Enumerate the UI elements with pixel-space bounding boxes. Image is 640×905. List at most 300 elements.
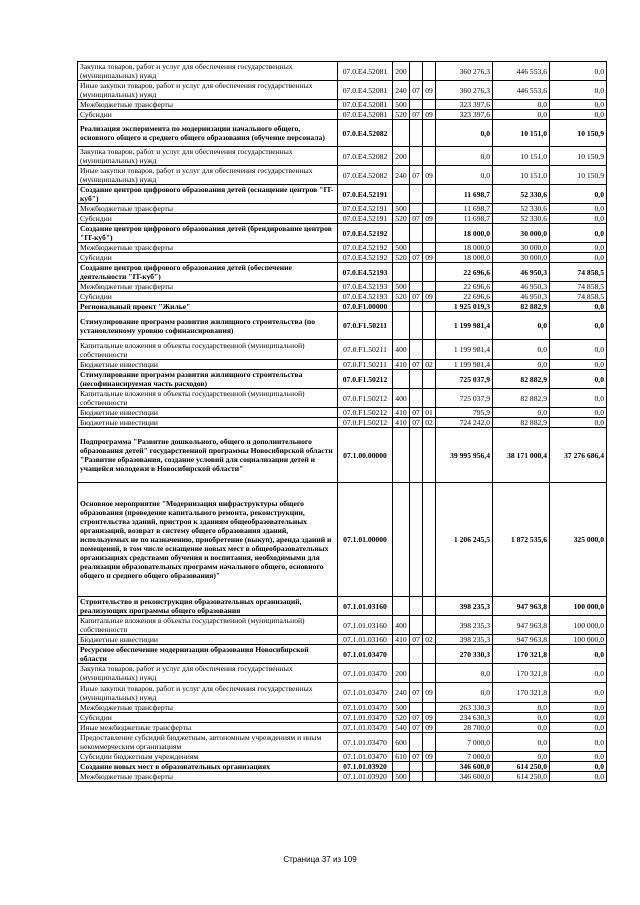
table-row [78,683,607,703]
table-row [78,616,607,635]
amount-year-2: 52 330,6 [493,214,550,224]
amount-year-2: 46 950,3 [493,282,550,292]
section-code [410,302,423,312]
subsection-code [423,147,436,166]
section-code [410,597,423,616]
table-row [78,340,607,360]
amount-year-1: 0,0 [436,120,493,147]
expense-type-code: 200 [393,664,410,683]
expense-name: Создание центров цифрового образования детей (оснащение центров "IT-куб") [78,185,338,204]
expense-type-code [393,185,410,204]
subsection-code: 09 [423,214,436,224]
expense-type-code: 200 [393,147,410,166]
section-code: 07 [410,253,423,263]
amount-year-3: 0,0 [550,683,607,703]
table-row [78,100,607,110]
target-article-code: 07.1.01.03160 [338,616,393,635]
expense-name: Бюджетные инвестиции [78,418,338,428]
expense-type-code: 600 [393,733,410,752]
target-article-code: 07.0.F1.50212 [338,370,393,389]
section-code [410,645,423,664]
amount-year-1: 234 630,3 [436,713,493,723]
subsection-code: 09 [423,81,436,100]
amount-year-1: 18 000,0 [436,253,493,263]
expense-type-code: 410 [393,635,410,645]
target-article-code: 07.0.E4.52193 [338,263,393,282]
subsection-code [423,302,436,312]
section-code [410,62,423,81]
expense-name: Субсидии [78,292,338,302]
subsection-code [423,664,436,683]
section-code: 07 [410,713,423,723]
table-row [78,81,607,100]
amount-year-1: 28 700,0 [436,723,493,733]
section-code: 07 [410,110,423,120]
expense-name: Подпрограмма "Развитие дошкольного, общего и дополнительного образования детей" государственной программы Новосибирской области "Развитие образования, создание условий для социализации детей и учащейся молодежи в Новосибирской области" [78,428,338,483]
amount-year-3: 0,0 [550,340,607,360]
table-row [78,204,607,214]
table-row [78,713,607,723]
amount-year-1: 346 600,0 [436,772,493,782]
expense-name: Бюджетные инвестиции [78,408,338,418]
expense-name: Предоставление субсидий бюджетным, автономным учреждениям и иным некоммерческим организациям [78,733,338,752]
amount-year-3: 10 150,9 [550,120,607,147]
target-article-code: 07.1.01.03470 [338,723,393,733]
amount-year-1: 18 000,0 [436,243,493,253]
expense-name: Создание центров цифрового образования детей (брендирование центров "IT-куб") [78,224,338,243]
section-code [410,312,423,340]
amount-year-1: 7 000,0 [436,733,493,752]
expense-name: Иные закупки товаров, работ и услуг для обеспечения государственных (муниципальных) нужд [78,166,338,185]
expense-type-code [393,483,410,597]
amount-year-3: 0,0 [550,185,607,204]
target-article-code: 07.0.F1.50212 [338,418,393,428]
subsection-code [423,100,436,110]
subsection-code [423,762,436,772]
expense-name: Создание новых мест в образовательных организациях [78,762,338,772]
expense-type-code: 520 [393,713,410,723]
target-article-code: 07.0.E4.52082 [338,147,393,166]
amount-year-3: 0,0 [550,418,607,428]
amount-year-1: 323 397,6 [436,100,493,110]
amount-year-1: 398 235,3 [436,616,493,635]
subsection-code [423,204,436,214]
amount-year-2: 30 000,0 [493,224,550,243]
amount-year-3: 10 150,9 [550,147,607,166]
amount-year-3: 0,0 [550,243,607,253]
target-article-code: 07.0.E4.52082 [338,120,393,147]
expense-type-code: 500 [393,243,410,253]
amount-year-2: 446 553,6 [493,81,550,100]
table-row [78,243,607,253]
table-row [78,664,607,683]
target-article-code: 07.1.01.03920 [338,772,393,782]
amount-year-2: 0,0 [493,100,550,110]
section-code [410,282,423,292]
table-row [78,733,607,752]
target-article-code: 07.0.E4.52081 [338,110,393,120]
section-code: 07 [410,752,423,762]
section-code [410,616,423,635]
subsection-code: 01 [423,408,436,418]
subsection-code [423,62,436,81]
subsection-code [423,428,436,483]
subsection-code: 09 [423,253,436,263]
expense-name: Бюджетные инвестиции [78,635,338,645]
expense-type-code: 610 [393,752,410,762]
table-row [78,263,607,282]
subsection-code [423,616,436,635]
amount-year-1: 263 330,3 [436,703,493,713]
expense-type-code: 540 [393,723,410,733]
subsection-code [423,243,436,253]
target-article-code: 07.1.01.03470 [338,713,393,723]
section-code [410,243,423,253]
amount-year-1: 1 199 981,4 [436,360,493,370]
subsection-code: 02 [423,418,436,428]
section-code: 07 [410,360,423,370]
amount-year-1: 0,0 [436,147,493,166]
amount-year-3: 0,0 [550,214,607,224]
amount-year-2: 46 950,3 [493,292,550,302]
expense-name: Капитальные вложения в объекты государственной (муниципальной) собственности [78,389,338,408]
amount-year-3: 37 276 686,4 [550,428,607,483]
amount-year-2: 614 250,0 [493,762,550,772]
amount-year-2: 614 250,0 [493,772,550,782]
expense-name: Стимулирование программ развития жилищного строительства (по установленному уровню софинансирования) [78,312,338,340]
amount-year-1: 323 397,6 [436,110,493,120]
expense-type-code [393,224,410,243]
expense-name: Региональный проект "Жилье" [78,302,338,312]
amount-year-1: 39 995 956,4 [436,428,493,483]
subsection-code [423,389,436,408]
target-article-code: 07.0.E4.52082 [338,166,393,185]
amount-year-1: 11 698,7 [436,204,493,214]
page-footer: Страница 37 из 109 [283,855,357,864]
subsection-code: 09 [423,752,436,762]
amount-year-1: 1 199 981,4 [436,340,493,360]
subsection-code [423,224,436,243]
amount-year-1: 1 199 981,4 [436,312,493,340]
target-article-code: 07.1.01.03470 [338,733,393,752]
section-code [410,120,423,147]
expense-name: Создание центров цифрового образования детей (обеспечение деятельности "IT-куб") [78,263,338,282]
target-article-code: 07.0.E4.52081 [338,81,393,100]
expense-type-code: 520 [393,214,410,224]
table-row [78,597,607,616]
target-article-code: 07.0.E4.52191 [338,185,393,204]
amount-year-1: 18 000,0 [436,224,493,243]
section-code: 07 [410,292,423,302]
subsection-code: 09 [423,713,436,723]
amount-year-1: 0,0 [436,166,493,185]
target-article-code: 07.0.E4.52081 [338,100,393,110]
target-article-code: 07.0.F1.50212 [338,389,393,408]
amount-year-2: 1 872 535,6 [493,483,550,597]
amount-year-1: 725 037,9 [436,370,493,389]
section-code [410,483,423,597]
amount-year-3: 0,0 [550,389,607,408]
target-article-code: 07.0.E4.52081 [338,62,393,81]
amount-year-2: 0,0 [493,312,550,340]
subsection-code [423,120,436,147]
table-row [78,703,607,713]
amount-year-3: 10 150,9 [550,166,607,185]
expense-type-code: 410 [393,360,410,370]
expense-type-code: 500 [393,100,410,110]
expense-type-code [393,302,410,312]
table-row [78,282,607,292]
amount-year-1: 398 235,3 [436,597,493,616]
expense-type-code: 410 [393,418,410,428]
expense-type-code: 500 [393,204,410,214]
amount-year-3: 325 000,0 [550,483,607,597]
table-row [78,62,607,81]
amount-year-1: 0,0 [436,683,493,703]
table-row [78,389,607,408]
amount-year-2: 947 963,8 [493,635,550,645]
target-article-code: 07.0.F1.50211 [338,360,393,370]
amount-year-2: 82 882,9 [493,370,550,389]
expense-type-code: 240 [393,166,410,185]
amount-year-2: 947 963,8 [493,597,550,616]
table-row [78,483,607,597]
amount-year-2: 30 000,0 [493,253,550,263]
amount-year-1: 346 600,0 [436,762,493,772]
expense-name: Закупка товаров, работ и услуг для обеспечения государственных (муниципальных) нужд [78,147,338,166]
subsection-code: 02 [423,635,436,645]
amount-year-3: 0,0 [550,302,607,312]
subsection-code [423,312,436,340]
expense-name: Межбюджетные трансферты [78,703,338,713]
amount-year-2: 0,0 [493,723,550,733]
target-article-code: 07.0.F1.50212 [338,408,393,418]
subsection-code [423,185,436,204]
expense-name: Основное мероприятие "Модернизация инфраструктуры общего образования (проведение капитального ремонта, реконструкции, строительства зданий, пристроя к зданиям общеобразовательных организаций, возврат в систему общего образования зданий, используемых не по назначению, приобретение (выкуп), аренда зданий и помещений, в том числе оснащение новых мест в общеобразовательных организациях средствами обучения и воспитания, необходимыми для реализации образовательных программ начального общего, основного общего и среднего общего образования)" [78,483,338,597]
amount-year-1: 270 330,3 [436,645,493,664]
amount-year-2: 46 950,3 [493,263,550,282]
amount-year-3: 74 858,5 [550,292,607,302]
target-article-code: 07.0.E4.52191 [338,204,393,214]
table-row [78,110,607,120]
table-row [78,253,607,263]
expense-type-code: 410 [393,408,410,418]
table-row [78,635,607,645]
expense-type-code [393,370,410,389]
target-article-code: 07.0.E4.52193 [338,282,393,292]
amount-year-2: 947 963,8 [493,616,550,635]
amount-year-1: 22 696,6 [436,282,493,292]
table-row [78,723,607,733]
target-article-code: 07.0.F1.50211 [338,312,393,340]
section-code: 07 [410,683,423,703]
section-code: 07 [410,418,423,428]
amount-year-3: 0,0 [550,713,607,723]
table-row [78,147,607,166]
amount-year-3: 0,0 [550,370,607,389]
section-code [410,389,423,408]
amount-year-3: 0,0 [550,253,607,263]
amount-year-3: 0,0 [550,110,607,120]
expense-type-code [393,312,410,340]
section-code [410,185,423,204]
section-code: 07 [410,723,423,733]
subsection-code: 09 [423,683,436,703]
amount-year-2: 0,0 [493,110,550,120]
amount-year-2: 30 000,0 [493,243,550,253]
amount-year-1: 22 696,6 [436,263,493,282]
target-article-code: 07.1.01.00000 [338,483,393,597]
target-article-code: 07.1.01.03470 [338,703,393,713]
expense-type-code [393,645,410,664]
amount-year-3: 0,0 [550,204,607,214]
expense-type-code [393,428,410,483]
subsection-code [423,282,436,292]
expense-name: Иные закупки товаров, работ и услуг для обеспечения государственных (муниципальных) нужд [78,81,338,100]
amount-year-2: 10 151,0 [493,166,550,185]
subsection-code [423,340,436,360]
amount-year-3: 0,0 [550,664,607,683]
amount-year-1: 795,9 [436,408,493,418]
amount-year-3: 0,0 [550,645,607,664]
amount-year-3: 0,0 [550,360,607,370]
table-row [78,312,607,340]
expense-name: Межбюджетные трансферты [78,282,338,292]
target-article-code: 07.0.E4.52192 [338,243,393,253]
amount-year-1: 360 276,3 [436,62,493,81]
expense-name: Субсидии [78,110,338,120]
section-code [410,263,423,282]
amount-year-2: 10 151,0 [493,147,550,166]
target-article-code: 07.1.01.03470 [338,683,393,703]
amount-year-2: 52 330,6 [493,204,550,214]
amount-year-3: 0,0 [550,703,607,713]
amount-year-3: 100 000,0 [550,616,607,635]
expense-name: Субсидии [78,214,338,224]
target-article-code: 07.1.01.03160 [338,597,393,616]
amount-year-1: 725 037,9 [436,389,493,408]
amount-year-1: 7 000,0 [436,752,493,762]
section-code [410,428,423,483]
amount-year-3: 0,0 [550,81,607,100]
expense-name: Субсидии [78,253,338,263]
section-code [410,147,423,166]
expense-type-code: 400 [393,340,410,360]
expense-type-code: 520 [393,253,410,263]
table-row [78,214,607,224]
amount-year-2: 0,0 [493,408,550,418]
expense-name: Бюджетные инвестиции [78,360,338,370]
expense-type-code [393,762,410,772]
amount-year-2: 170 321,8 [493,683,550,703]
section-code [410,664,423,683]
table-row [78,408,607,418]
amount-year-1: 1 925 019,3 [436,302,493,312]
section-code: 07 [410,81,423,100]
amount-year-2: 0,0 [493,752,550,762]
subsection-code: 09 [423,166,436,185]
amount-year-3: 100 000,0 [550,597,607,616]
section-code [410,224,423,243]
expense-name: Реализация эксперимента по модернизации начального общего, основного общего и среднего общего образования (обучение персонала) [78,120,338,147]
section-code [410,340,423,360]
target-article-code: 07.1.01.03920 [338,762,393,772]
expense-name: Стимулирование программ развития жилищного строительства (несофинансируемая часть расходов) [78,370,338,389]
table-row [78,120,607,147]
section-code [410,733,423,752]
target-article-code: 07.1.01.03160 [338,635,393,645]
expense-name: Строительство и реконструкция образовательных организаций, реализующих программы общего образования [78,597,338,616]
amount-year-1: 360 276,3 [436,81,493,100]
table-row [78,166,607,185]
section-code [410,204,423,214]
table-row [78,762,607,772]
expense-name: Иные межбюджетные трансферты [78,723,338,733]
amount-year-1: 724 242,0 [436,418,493,428]
section-code [410,703,423,713]
subsection-code [423,597,436,616]
section-code [410,100,423,110]
expense-name: Межбюджетные трансферты [78,772,338,782]
amount-year-2: 446 553,6 [493,62,550,81]
amount-year-3: 74 858,5 [550,282,607,292]
amount-year-3: 0,0 [550,723,607,733]
subsection-code: 09 [423,292,436,302]
section-code: 07 [410,166,423,185]
table-row [78,418,607,428]
target-article-code: 07.0.E4.52192 [338,253,393,263]
table-row [78,360,607,370]
expense-type-code: 240 [393,683,410,703]
expense-type-code: 500 [393,282,410,292]
expense-name: Межбюджетные трансферты [78,243,338,253]
target-article-code: 07.0.F1.50211 [338,340,393,360]
section-code [410,762,423,772]
table-row [78,185,607,204]
subsection-code [423,483,436,597]
amount-year-1: 0,0 [436,664,493,683]
amount-year-3: 0,0 [550,408,607,418]
subsection-code: 09 [423,723,436,733]
subsection-code [423,645,436,664]
expense-name: Закупка товаров, работ и услуг для обеспечения государственных (муниципальных) нужд [78,62,338,81]
amount-year-2: 82 882,9 [493,389,550,408]
amount-year-3: 0,0 [550,312,607,340]
table-row [78,302,607,312]
expense-name: Иные закупки товаров, работ и услуг для обеспечения государственных (муниципальных) нужд [78,683,338,703]
amount-year-2: 82 882,9 [493,302,550,312]
target-article-code: 07.0.E4.52191 [338,214,393,224]
amount-year-2: 10 151,0 [493,120,550,147]
target-article-code: 07.1.01.03470 [338,752,393,762]
amount-year-2: 170 321,8 [493,645,550,664]
amount-year-1: 1 206 245,5 [436,483,493,597]
table-row [78,292,607,302]
expense-name: Межбюджетные трансферты [78,204,338,214]
expense-type-code: 500 [393,772,410,782]
expense-name: Субсидии [78,713,338,723]
amount-year-2: 0,0 [493,340,550,360]
table-row [78,370,607,389]
amount-year-3: 0,0 [550,733,607,752]
expense-name: Субсидии бюджетным учреждениям [78,752,338,762]
subsection-code [423,772,436,782]
amount-year-2: 82 882,9 [493,418,550,428]
amount-year-1: 11 698,7 [436,214,493,224]
expense-name: Закупка товаров, работ и услуг для обеспечения государственных (муниципальных) нужд [78,664,338,683]
expense-type-code: 200 [393,62,410,81]
amount-year-3: 74 858,5 [550,263,607,282]
